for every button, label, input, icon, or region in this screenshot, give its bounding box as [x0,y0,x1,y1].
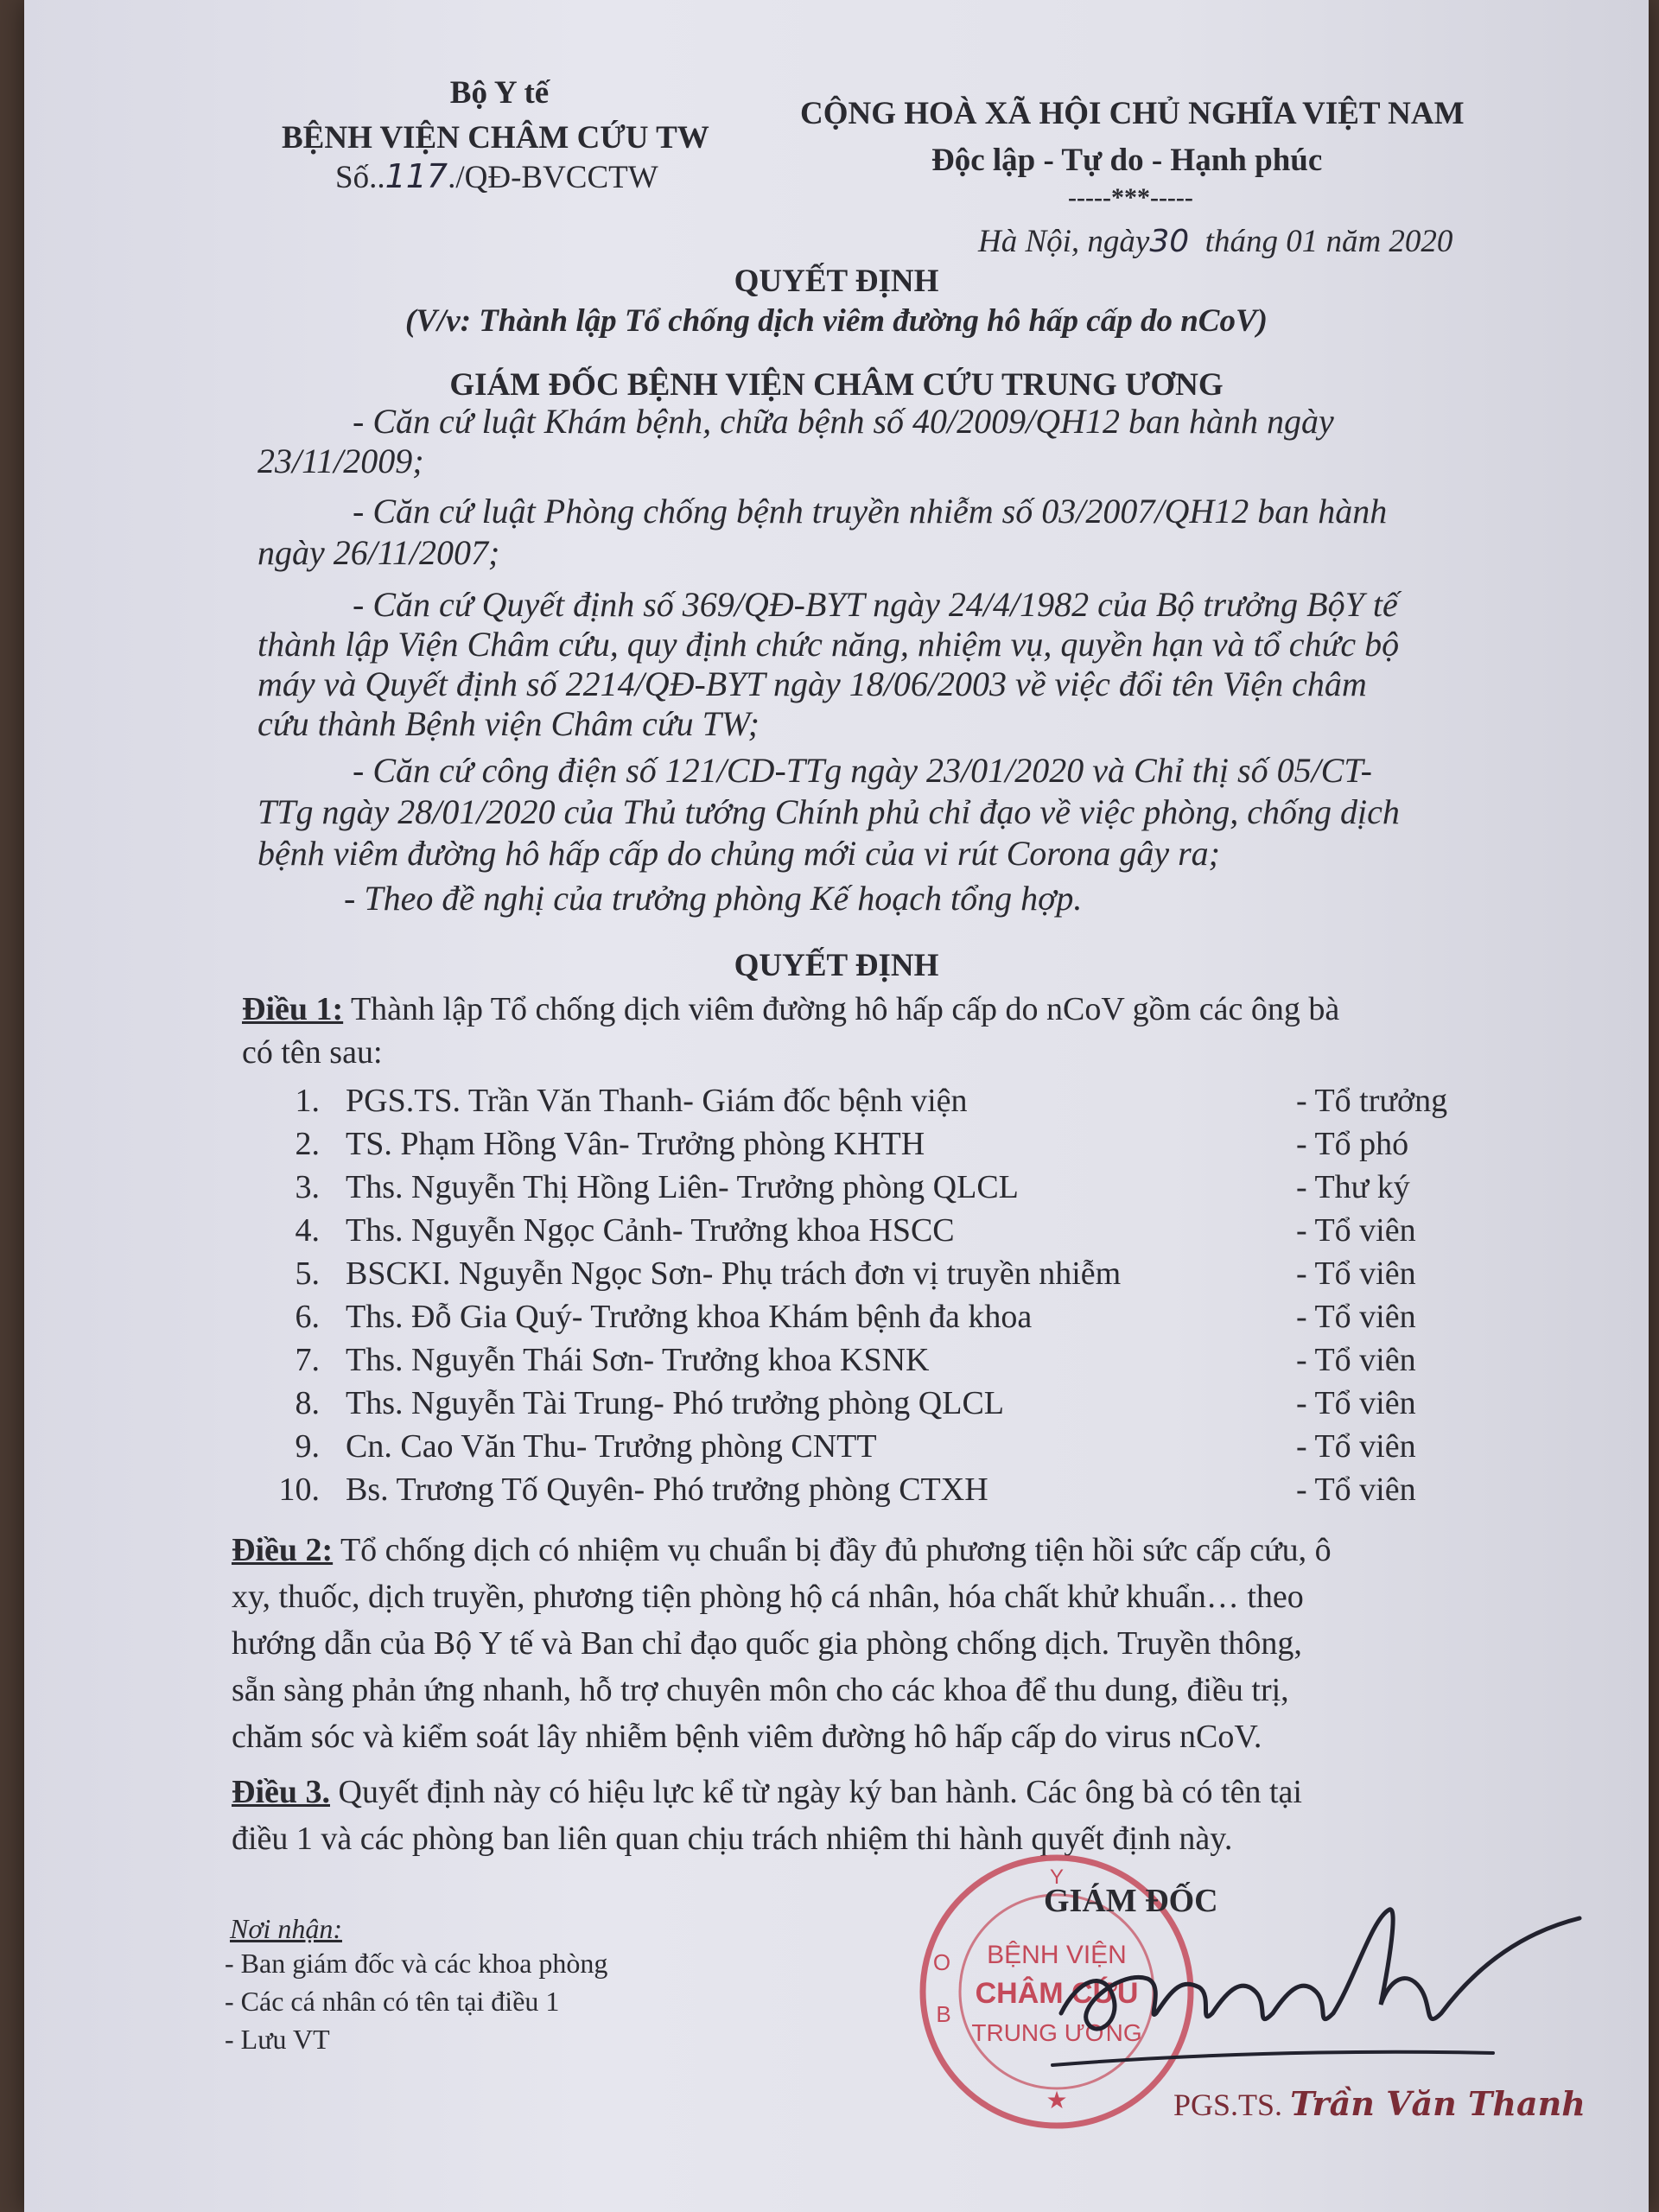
recipient-item: - Các cá nhân có tên tại điều 1 [225,1986,560,2017]
member-role: - Tổ viên [1296,1299,1416,1335]
member-role: - Tổ viên [1296,1212,1416,1249]
number-suffix: ./QĐ-BVCCTW [448,160,658,195]
basis-3-line3: máy và Quyết định số 2214/QĐ-BYT ngày 18/06/2003 về việc đổi tên Viện châm [257,664,1367,703]
date-prefix: Hà Nội, ngày [978,224,1150,259]
member-name: TS. Phạm Hồng Vân- Trưởng phòng KHTH [346,1126,925,1162]
basis-3-line2: thành lập Viện Châm cứu, quy định chức năng, nhiệm vụ, quyền hạn và tổ chức bộ [257,625,1400,664]
list-item [0,1384,1659,1427]
member-number: 9. [295,1428,320,1465]
member-number: 1. [295,1083,320,1119]
article-3-label: Điều 3. [232,1774,330,1810]
list-item [0,1255,1659,1298]
basis-3-line1: - Căn cứ Quyết định số 369/QĐ-BYT ngày 24/4/1982 của Bộ trưởng BộY tế [353,585,1398,624]
member-role: - Thư ký [1296,1169,1410,1205]
member-name: Ths. Đỗ Gia Quý- Trưởng khoa Khám bệnh đa khoa [346,1299,1033,1335]
article-1-text: Thành lập Tổ chống dịch viêm đường hô hấp cấp do nCoV gồm các ông bà [343,991,1340,1027]
seal-ring-letter: O [932,1949,951,1975]
article-2-line2: xy, thuốc, dịch truyền, phương tiện phòng hộ cá nhân, hóa chất khử khuẩn… theo [232,1579,1304,1615]
basis-2-line1: - Căn cứ luật Phòng chống bệnh truyền nhiễm số 03/2007/QH12 ban hành [353,492,1388,531]
list-item [0,1211,1659,1255]
member-number: 3. [295,1169,320,1205]
member-role: - Tổ trưởng [1296,1083,1448,1119]
recipients-heading: Nơi nhận: [230,1913,342,1944]
issuing-authority: GIÁM ĐỐC BỆNH VIỆN CHÂM CỨU TRUNG ƯƠNG [449,367,1224,403]
signer-name [1173,2084,1586,2123]
recipient-item: - Lưu VT [225,2024,330,2055]
member-role: - Tổ viên [1296,1255,1416,1292]
list-item [0,1471,1659,1514]
document-subject: (V/v: Thành lập Tổ chống dịch viêm đường hô hấp cấp do nCoV) [405,303,1268,339]
national-motto: Độc lập - Tự do - Hạnh phúc [931,143,1323,178]
article-3-line2: điều 1 và các phòng ban liên quan chịu trách nhiệm thi hành quyết định này. [232,1821,1233,1857]
seal-ring-letter: Y [1049,1866,1065,1889]
member-role: - Tổ viên [1296,1342,1416,1378]
member-number: 7. [295,1342,320,1378]
member-name: Cn. Cao Văn Thu- Trưởng phòng CNTT [346,1428,877,1465]
article-2-line5: chăm sóc và kiểm soát lây nhiễm bệnh viêm đường hô hấp cấp do virus nCoV. [232,1719,1262,1755]
ministry-name: Bộ Y tế [449,75,550,111]
basis-4-line3: bệnh viêm đường hô hấp cấp do chủng mới của vi rút Corona gây ra; [257,834,1220,873]
member-role: - Tổ viên [1296,1471,1416,1508]
seal-line-1: BỆNH VIỆN [987,1941,1127,1969]
basis-5-line1: - Theo đề nghị của trưởng phòng Kế hoạch tổng hợp. [344,879,1083,918]
article-3-line1: Quyết định này có hiệu lực kể từ ngày ký ban hành. Các ông bà có tên tại [330,1774,1302,1810]
member-number: 10. [278,1471,320,1508]
seal-line-3: TRUNG ƯƠNG [971,2019,1142,2046]
list-item [0,1427,1659,1471]
signer-title-prefix: PGS.TS. [1173,2088,1283,2122]
list-item [0,1125,1659,1168]
date-day-handwritten: 30 [1149,224,1190,259]
list-item [0,1341,1659,1384]
number-prefix: Số.. [335,160,385,195]
member-name: Ths. Nguyễn Thái Sơn- Trưởng khoa KSNK [346,1342,930,1378]
member-number: 8. [295,1385,320,1421]
member-number: 4. [295,1212,320,1249]
list-item [0,1082,1659,1125]
seal-star-icon: ★ [1046,2087,1068,2113]
seal-line-2: CHÂM CỨU [975,1977,1139,2010]
basis-1-line2: 23/11/2009; [257,442,424,480]
number-handwritten: 117 [385,157,448,195]
decision-heading: QUYẾT ĐỊNH [734,948,939,983]
article-2-line3: hướng dẫn của Bộ Y tế và Ban chỉ đạo quốc gia phòng chống dịch. Truyền thông, [232,1625,1302,1662]
article-1-line2: có tên sau: [242,1034,383,1071]
basis-1-line1: - Căn cứ luật Khám bệnh, chữa bệnh số 40/2009/QH12 ban hành ngày [353,402,1334,441]
date-suffix: tháng 01 năm 2020 [1205,224,1453,259]
recipient-item: - Ban giám đốc và các khoa phòng [225,1948,608,1979]
basis-2-line2: ngày 26/11/2007; [257,533,500,572]
member-role: - Tổ viên [1296,1428,1416,1465]
member-name: Ths. Nguyễn Ngọc Cảnh- Trưởng khoa HSCC [346,1212,955,1249]
member-number: 2. [295,1126,320,1162]
basis-4-line2: TTg ngày 28/01/2020 của Thủ tướng Chính phủ chỉ đạo về việc phòng, chống dịch [257,792,1400,831]
member-number: 6. [295,1299,320,1335]
article-2-line4: sẵn sàng phản ứng nhanh, hỗ trợ chuyên môn cho các khoa để thu dung, điều trị, [232,1672,1289,1708]
handwritten-signature [1027,1884,1597,2091]
member-role: - Tổ viên [1296,1385,1416,1421]
seal-ring-letter: B [936,2001,951,2027]
member-name: Bs. Trương Tố Quyên- Phó trưởng phòng CTXH [346,1471,988,1508]
list-item [0,1298,1659,1341]
basis-3-line4: cứu thành Bệnh viện Châm cứu TW; [257,704,760,743]
article-2 [232,1531,1332,1569]
article-2-label: Điều 2: [232,1532,334,1568]
signature-title: GIÁM ĐỐC [1044,1883,1218,1919]
list-item [0,1168,1659,1211]
signer-name-handwritten: Trần Văn Thanh [1290,2084,1586,2123]
country-name: CỘNG HOÀ XÃ HỘI CHỦ NGHĨA VIỆT NAM [800,96,1465,131]
document-title: QUYẾT ĐỊNH [734,264,939,299]
article-2-line1: Tổ chống dịch có nhiệm vụ chuẩn bị đầy đủ phương tiện hồi sức cấp cứu, ô [333,1532,1332,1568]
member-name: Ths. Nguyễn Thị Hồng Liên- Trưởng phòng QLCL [346,1169,1019,1205]
document-page [24,0,1649,2212]
member-name: Ths. Nguyễn Tài Trung- Phó trưởng phòng QLCL [346,1385,1005,1421]
member-number: 5. [295,1255,320,1292]
hospital-name: BỆNH VIỆN CHÂM CỨU TW [282,120,709,156]
member-name: PGS.TS. Trần Văn Thanh- Giám đốc bệnh viện [346,1083,968,1119]
article-3 [232,1773,1302,1811]
basis-4-line1: - Căn cứ công điện số 121/CD-TTg ngày 23/01/2020 và Chỉ thị số 05/CT- [353,751,1372,790]
header-divider: -----***----- [1068,183,1193,212]
member-role: - Tổ phó [1296,1126,1409,1162]
article-1-label: Điều 1: [242,991,344,1027]
member-name: BSCKI. Nguyễn Ngọc Sơn- Phụ trách đơn vị truyền nhiễm [346,1255,1122,1292]
